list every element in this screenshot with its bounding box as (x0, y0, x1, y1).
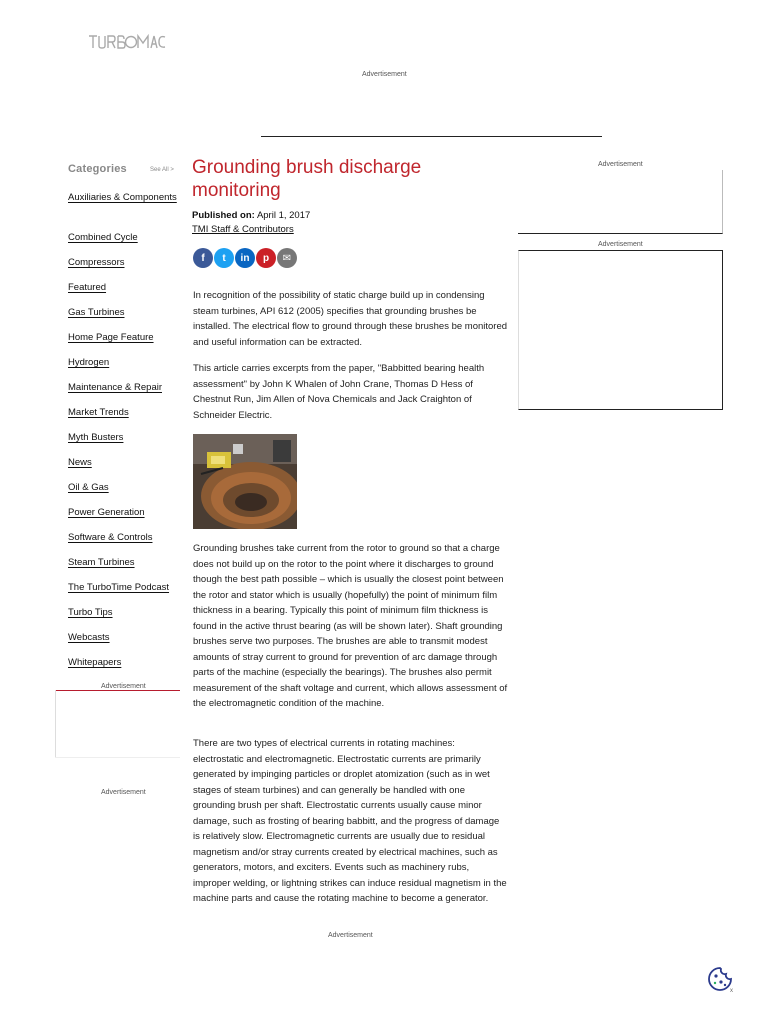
sidebar-item-label: Hydrogen (68, 357, 110, 368)
sidebar-item-label: The TurboTime Podcast (68, 582, 170, 593)
email-share-icon[interactable]: ✉ (277, 248, 297, 268)
top-ad-divider (261, 136, 602, 137)
ad-label-bottom: Advertisement (328, 932, 373, 939)
sidebar-item-whitepapers[interactable] (68, 655, 178, 680)
ad-label-top: Advertisement (362, 71, 407, 78)
side-ad-border (55, 690, 56, 758)
sidebar-item-label: Featured (68, 282, 107, 293)
sidebar-item-label: Myth Busters (68, 432, 124, 443)
article-paragraph: In recognition of the possibility of static charge build up in condensing steam turbines, API 612 (2005) specifies that grounding brushes be installed. The electrical flow to ground through these brushes be monitored and useful information can be extracted. (193, 290, 508, 348)
sidebar-item-gas-turbines[interactable] (68, 305, 178, 330)
sidebar-item-auxiliaries[interactable] (68, 190, 178, 230)
see-all-link[interactable]: See All > (150, 167, 174, 173)
sidebar-item-label: Turbo Tips (68, 607, 113, 618)
sidebar-item-label: Market Trends (68, 407, 129, 418)
side-ad-border (55, 690, 180, 691)
sidebar-item-label: Home Page Feature (68, 332, 154, 343)
share-buttons (193, 248, 297, 268)
sidebar-item-software-controls[interactable] (68, 530, 178, 555)
sidebar-item-myth-busters[interactable] (68, 430, 178, 455)
sidebar-item-label: Steam Turbines (68, 557, 135, 568)
twitter-share-icon[interactable]: t (214, 248, 234, 268)
sidebar-item-combined-cycle[interactable] (68, 230, 178, 255)
sidebar-item-maintenance-repair[interactable] (68, 380, 178, 405)
sidebar-item-label: Gas Turbines (68, 307, 125, 318)
pinterest-share-icon[interactable]: p (256, 248, 276, 268)
sidebar-item-label: Maintenance & Repair (68, 382, 162, 393)
sidebar-item-hydrogen[interactable] (68, 355, 178, 380)
svg-text:x: x (730, 988, 733, 993)
sidebar-item-news[interactable] (68, 455, 178, 480)
article-paragraph: There are two types of electrical currents in rotating machines: electrostatic and electromagnetic. Electrostatic currents are primarily generated by impinging particles or droplet atomization (such as in wet stages of steam turbines) and can generally be handled with one grounding brush per shaft. Electrostatic currents usually cause minor damage, such as frosting of bearing babbitt, and the progress of damage is relatively slow. Electromagnetic currents are usually due to residual magnetism and/or stray currents created by electrical machines, such as generators, motors, and exciters. Events such as machinery rubs, improper welding, or lightning strikes can induce residual magnetism in the machine parts and cause the rotating machine to become a generator. (193, 738, 507, 904)
sidebar-item-label: Software & Controls (68, 532, 153, 543)
sidebar-item-webcasts[interactable] (68, 630, 178, 655)
article-photo (193, 434, 297, 529)
sidebar-item-label: Compressors (68, 257, 125, 268)
sidebar-item-label: Whitepapers (68, 657, 122, 668)
published-date: April 1, 2017 (256, 210, 311, 221)
sidebar-item-steam-turbines[interactable] (68, 555, 178, 580)
ad-label-right-1: Advertisement (598, 161, 643, 168)
sidebar-item-label: Auxiliaries & Components (68, 192, 177, 203)
ad-label-side-1: Advertisement (101, 683, 146, 690)
sidebar-item-home-page-feature[interactable] (68, 330, 178, 355)
sidebar-item-market-trends[interactable] (68, 405, 178, 430)
ad-label-side-2: Advertisement (101, 789, 146, 796)
right-ad-slot-1[interactable] (518, 170, 723, 234)
cookie-settings-icon[interactable] (706, 965, 734, 993)
sidebar-item-oil-gas[interactable] (68, 480, 178, 505)
side-ad-border (55, 757, 180, 758)
site-logo[interactable] (88, 34, 168, 50)
category-list (68, 190, 178, 680)
sidebar-item-label: Combined Cycle (68, 232, 138, 243)
sidebar-item-featured[interactable] (68, 280, 178, 305)
sidebar-item-label: Oil & Gas (68, 482, 109, 493)
article-paragraph: Grounding brushes take current from the rotor to ground so that a charge does not build up on the rotor to the point where it discharges to ground though the best path possible – which is usually the closest point between the rotor and stator which is usually (hopefully) the point of minimum film thickness in a bearing. Typically this point of minimum film thickness is found in the active thrust bearing (as will be shown later). Shaft grounding brushes serve two purposes. The brushes are able to transmit modest amounts of stray current to ground for prevention of arc damage through parts of the machine (especially the bearings). The brushes also permit measurement of the shaft voltage and current, which allows assessment of the electromagnetic condition of the machine. (193, 543, 508, 709)
article-title: Grounding brush discharge monitoring (192, 157, 422, 201)
sidebar-item-label: Webcasts (68, 632, 110, 643)
ad-label-right-2: Advertisement (598, 241, 643, 248)
sidebar-item-label: News (68, 457, 92, 468)
published-line (192, 210, 310, 221)
categories-heading: Categories (68, 163, 127, 175)
sidebar-item-turbotime-podcast[interactable] (68, 580, 178, 605)
published-label: Published on: (192, 210, 255, 221)
linkedin-share-icon[interactable]: in (235, 248, 255, 268)
sidebar-item-turbo-tips[interactable] (68, 605, 178, 630)
right-ad-slot-2[interactable] (518, 250, 723, 410)
sidebar-item-label: Power Generation (68, 507, 145, 518)
sidebar-item-compressors[interactable] (68, 255, 178, 280)
article-paragraph: This article carries excerpts from the paper, "Babbitted bearing health assessment" by John K Whalen of John Crane, Thomas D Hess of Chestnut Run, Jim Allen of Nova Chemicals and Jack Craighton of Schneider Electric. (193, 363, 485, 421)
facebook-share-icon[interactable]: f (193, 248, 213, 268)
sidebar-item-power-generation[interactable] (68, 505, 178, 530)
author-link[interactable]: TMI Staff & Contributors (192, 224, 294, 235)
